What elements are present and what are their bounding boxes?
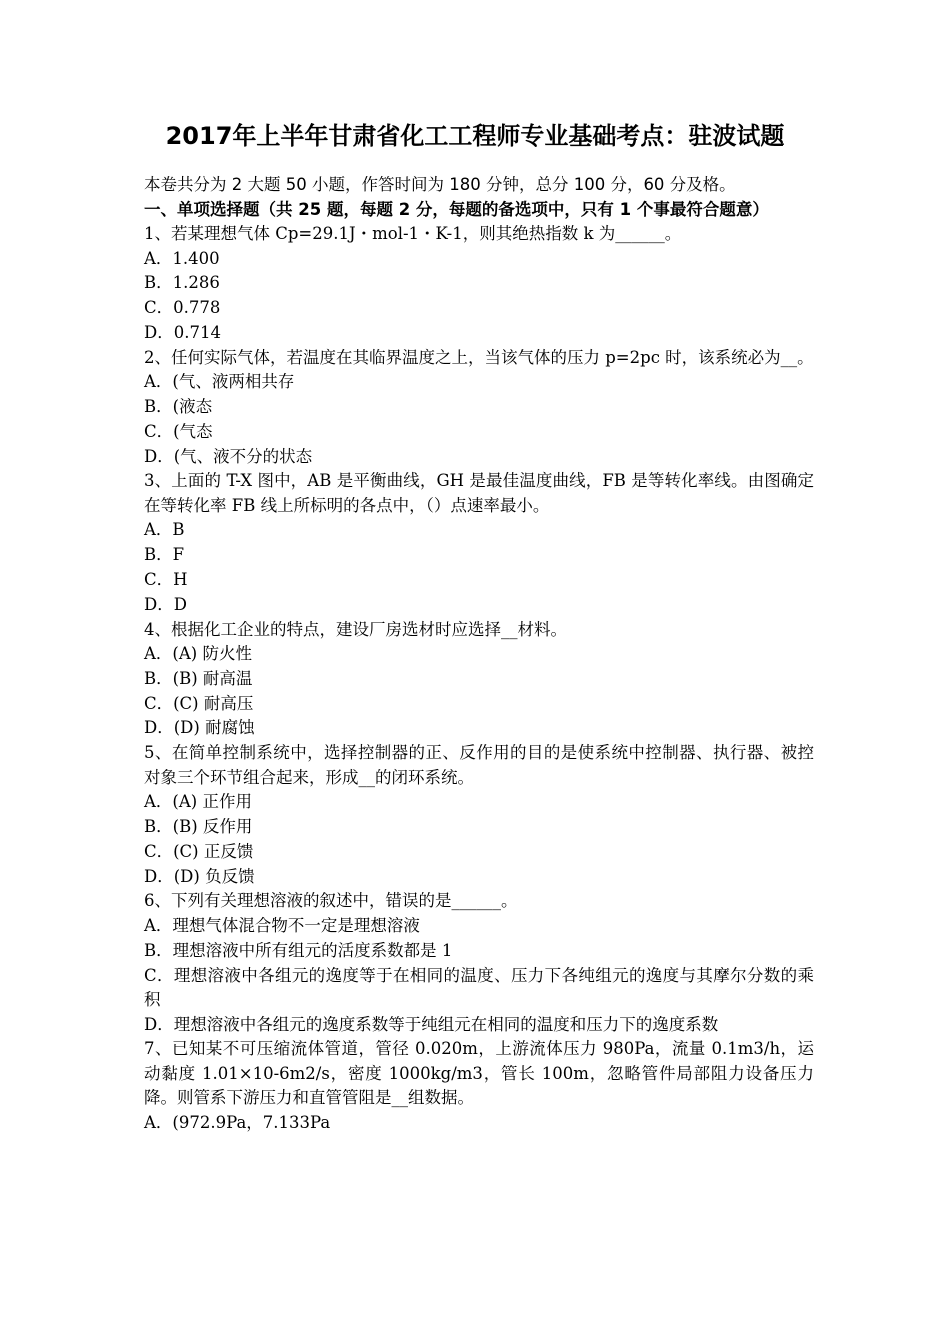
option-c: C．(气态: [144, 421, 213, 441]
question-3: [144, 469, 814, 617]
exam-content: [144, 173, 814, 1136]
option-d: D．理想溶液中各组元的逸度系数等于纯组元在相同的温度和压力下的逸度系数: [144, 1014, 719, 1034]
option-c: C．H: [144, 569, 188, 589]
question-2: [144, 346, 814, 470]
option-a: A．理想气体混合物不一定是理想溶液: [144, 915, 420, 935]
option-b: B．1.286: [144, 273, 220, 293]
question-stem: 3、上面的 T-X 图中，AB 是平衡曲线，GH 是最佳温度曲线，FB 是等转化率线。由图确定在等转化率 FB 线上所标明的各点中，（）点速率最小。: [144, 471, 814, 515]
option-b: B．(B) 反作用: [144, 817, 253, 837]
question-5: [144, 741, 814, 889]
question-stem: 2、任何实际气体，若温度在其临界温度之上，当该气体的压力 p=2pc 时，该系统必为__。: [144, 347, 814, 367]
option-d: D．D: [144, 594, 187, 614]
option-c: C．(C) 耐高压: [144, 693, 254, 713]
question-7: [144, 1037, 814, 1135]
section-heading: 一、单项选择题（共 25 题，每题 2 分，每题的备选项中，只有 1 个事最符合题意）: [144, 199, 769, 219]
option-a: A．(气、液两相共存: [144, 372, 295, 392]
question-6: [144, 889, 814, 1037]
page-title: 2017年上半年甘肃省化工工程师专业基础考点：驻波试题: [165, 122, 785, 150]
option-a: A．(972.9Pa，7.133Pa: [144, 1112, 331, 1132]
question-stem: 4、根据化工企业的特点，建设厂房选材时应选择__材料。: [144, 619, 567, 639]
option-a: A．B: [144, 520, 185, 540]
option-c: C．理想溶液中各组元的逸度等于在相同的温度、压力下各纯组元的逸度与其摩尔分数的乘积: [144, 965, 814, 1010]
question-4: [144, 618, 814, 742]
option-b: B．(液态: [144, 396, 213, 416]
option-d: D．(D) 耐腐蚀: [144, 718, 255, 738]
option-c: C．0.778: [144, 298, 221, 318]
exam-intro: 本卷共分为 2 大题 50 小题，作答时间为 180 分钟，总分 100 分，60 分及格。: [144, 175, 736, 194]
option-a: A．(A) 防火性: [144, 644, 252, 664]
question-stem: 7、已知某不可压缩流体管道，管径 0.020m，上游流体压力 980Pa，流量 0.1m3/h，运动黏度 1.01×10-6m2/s，密度 1000kg/m3，管长 100m，忽略管件局部阻力设备压力降。则管系下游压力和直管管阻是__组数据。: [144, 1039, 814, 1108]
question-stem: 5、在简单控制系统中，选择控制器的正、反作用的目的是使系统中控制器、执行器、被控对象三个环节组合起来，形成__的闭环系统。: [144, 743, 814, 787]
option-d: D．0.714: [144, 322, 221, 342]
option-b: B．(B) 耐高温: [144, 668, 253, 688]
question-1: [144, 222, 814, 346]
question-stem: 6、下列有关理想溶液的叙述中，错误的是______。: [144, 891, 518, 911]
option-c: C．(C) 正反馈: [144, 841, 254, 861]
option-d: D．(D) 负反馈: [144, 866, 255, 886]
option-d: D．(气、液不分的状态: [144, 446, 313, 466]
question-stem: 1、若某理想气体 Cp=29.1J・mol-1・K-1，则其绝热指数 k 为______。: [144, 224, 682, 243]
option-b: B．F: [144, 545, 185, 565]
option-a: A．1.400: [144, 248, 220, 268]
option-b: B．理想溶液中所有组元的活度系数都是 1: [144, 940, 453, 960]
option-a: A．(A) 正作用: [144, 792, 252, 812]
